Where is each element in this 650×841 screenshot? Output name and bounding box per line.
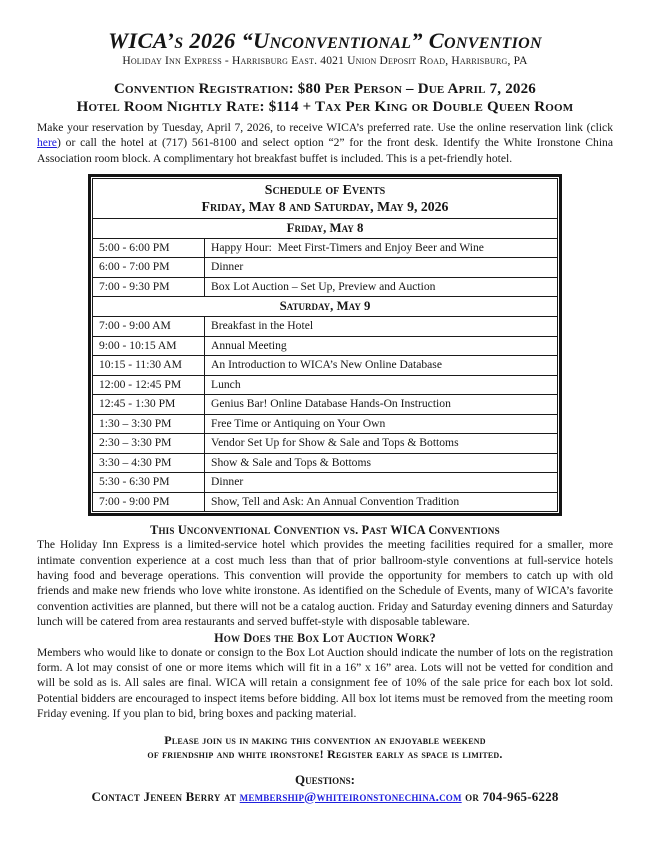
event-time: 6:00 - 7:00 PM — [93, 258, 205, 278]
event-description: Box Lot Auction – Set Up, Preview and Auction — [205, 277, 558, 297]
comparison-heading: This Unconventional Convention vs. Past WICA Conventions — [150, 523, 500, 538]
event-time: 7:00 - 9:30 PM — [93, 277, 205, 297]
contact-line — [37, 788, 613, 805]
saturday-header-row — [93, 297, 558, 317]
table-row — [93, 395, 558, 415]
event-description: Show, Tell and Ask: An Annual Convention Tradition — [205, 492, 558, 512]
event-time: 7:00 - 9:00 PM — [93, 492, 205, 512]
reservation-paragraph — [37, 120, 613, 166]
contact-text-before: Contact Jeneen Berry at — [91, 788, 240, 804]
event-description: Show & Sale and Tops & Bottoms — [205, 453, 558, 473]
event-description: Happy Hour: Meet First-Timers and Enjoy Beer and Wine — [205, 238, 558, 258]
reservation-text-after: ) or call the hotel at (717) 561-8100 and select option “2” for the front desk. Identify the White Ironstone China Association room block. A complimentary hot breakfast buffet is included. This is a pet-friendly hotel. — [37, 136, 613, 165]
closing-line2: of friendship and white ironstone! Register early as space is limited. — [147, 747, 503, 762]
schedule-table-frame — [88, 174, 562, 516]
table-row — [93, 492, 558, 512]
event-time: 12:45 - 1:30 PM — [93, 395, 205, 415]
reservation-here-link[interactable]: here — [37, 136, 57, 150]
event-time: 5:00 - 6:00 PM — [93, 238, 205, 258]
box-lot-heading: How Does the Box Lot Auction Work? — [214, 630, 436, 645]
event-description: An Introduction to WICA’s New Online Database — [205, 356, 558, 376]
event-time: 3:30 – 4:30 PM — [93, 453, 205, 473]
document-title: WICA’s 2026 “Unconventional” Convention — [108, 28, 542, 53]
questions-heading: Questions: — [295, 771, 355, 787]
comparison-paragraph: The Holiday Inn Express is a limited-service hotel which provides the meeting facilities required for a smaller, more intimate convention experience at a cost much less than that of prior ballroom-style conventions at full-service hotels having food and beverage operations. This convention will provide the opportunity for members to catch up with old friends and make new friends who love white ironstone. As identified on the Schedule of Events, many of WICA’s favorite convention activities are planned, but there will not be a catalog auction. Friday and Saturday evening dinners and Saturday lunch will be catered from area restaurants and served buffet-style with disposable tableware. — [37, 538, 613, 629]
hotel-rate-line: Hotel Room Nightly Rate: $114 + Tax Per King or Double Queen Room — [76, 99, 574, 116]
hotel-address: Holiday Inn Express - Harrisburg East. 4021 Union Deposit Road, Harrisburg, PA — [122, 54, 528, 67]
event-time: 9:00 - 10:15 AM — [93, 336, 205, 356]
table-row — [93, 375, 558, 395]
schedule-title-line2: Friday, May 8 and Saturday, May 9, 2026 — [201, 198, 449, 214]
reservation-text-before: Make your reservation by Tuesday, April 7, 2026, to receive WICA’s preferred rate. Use the online reservation link (click — [37, 120, 613, 134]
box-lot-paragraph: Members who would like to donate or consign to the Box Lot Auction should indicate the number of lots on the registration form. A lot may consist of one or more items which will fit in a 16” x 16” area. Lots will not be vetted for condition and will be sold as is. All sales are final. WICA will retain a consignment fee of 10% of the sale price for each box lot sold. Potential bidders are encouraged to inspect items before bidding. All box lot items must be removed from the meeting room Friday evening. If you plan to bid, bring boxes and packing material. — [37, 645, 613, 721]
event-description: Dinner — [205, 258, 558, 278]
closing-line1: Please join us in making this convention an enjoyable weekend — [164, 732, 486, 747]
schedule-header-row — [93, 178, 558, 218]
event-description: Vendor Set Up for Show & Sale and Tops & Bottoms — [205, 434, 558, 454]
table-row — [93, 258, 558, 278]
table-row — [93, 473, 558, 493]
table-row — [93, 317, 558, 337]
event-description: Free Time or Antiquing on Your Own — [205, 414, 558, 434]
event-time: 2:30 – 3:30 PM — [93, 434, 205, 454]
membership-email-link[interactable]: membership@whiteironstonechina.com — [239, 788, 462, 804]
event-description: Dinner — [205, 473, 558, 493]
event-description: Lunch — [205, 375, 558, 395]
event-time: 7:00 - 9:00 AM — [93, 317, 205, 337]
event-description: Breakfast in the Hotel — [205, 317, 558, 337]
schedule-table — [92, 178, 558, 512]
event-time: 1:30 – 3:30 PM — [93, 414, 205, 434]
event-description: Annual Meeting — [205, 336, 558, 356]
table-row — [93, 336, 558, 356]
event-description: Genius Bar! Online Database Hands-On Instruction — [205, 395, 558, 415]
friday-header-row — [93, 218, 558, 238]
table-row — [93, 453, 558, 473]
table-row — [93, 356, 558, 376]
contact-text-after: or 704-965-6228 — [461, 788, 559, 804]
event-time: 12:00 - 12:45 PM — [93, 375, 205, 395]
table-row — [93, 414, 558, 434]
table-row — [93, 277, 558, 297]
friday-header: Friday, May 8 — [93, 218, 558, 238]
saturday-header: Saturday, May 9 — [93, 297, 558, 317]
registration-fee-line: Convention Registration: $80 Per Person – Due April 7, 2026 — [113, 80, 537, 97]
event-time: 5:30 - 6:30 PM — [93, 473, 205, 493]
table-row — [93, 238, 558, 258]
table-row — [93, 434, 558, 454]
event-time: 10:15 - 11:30 AM — [93, 356, 205, 376]
closing-invitation — [37, 733, 613, 762]
schedule-title-line1: Schedule of Events — [264, 181, 386, 197]
